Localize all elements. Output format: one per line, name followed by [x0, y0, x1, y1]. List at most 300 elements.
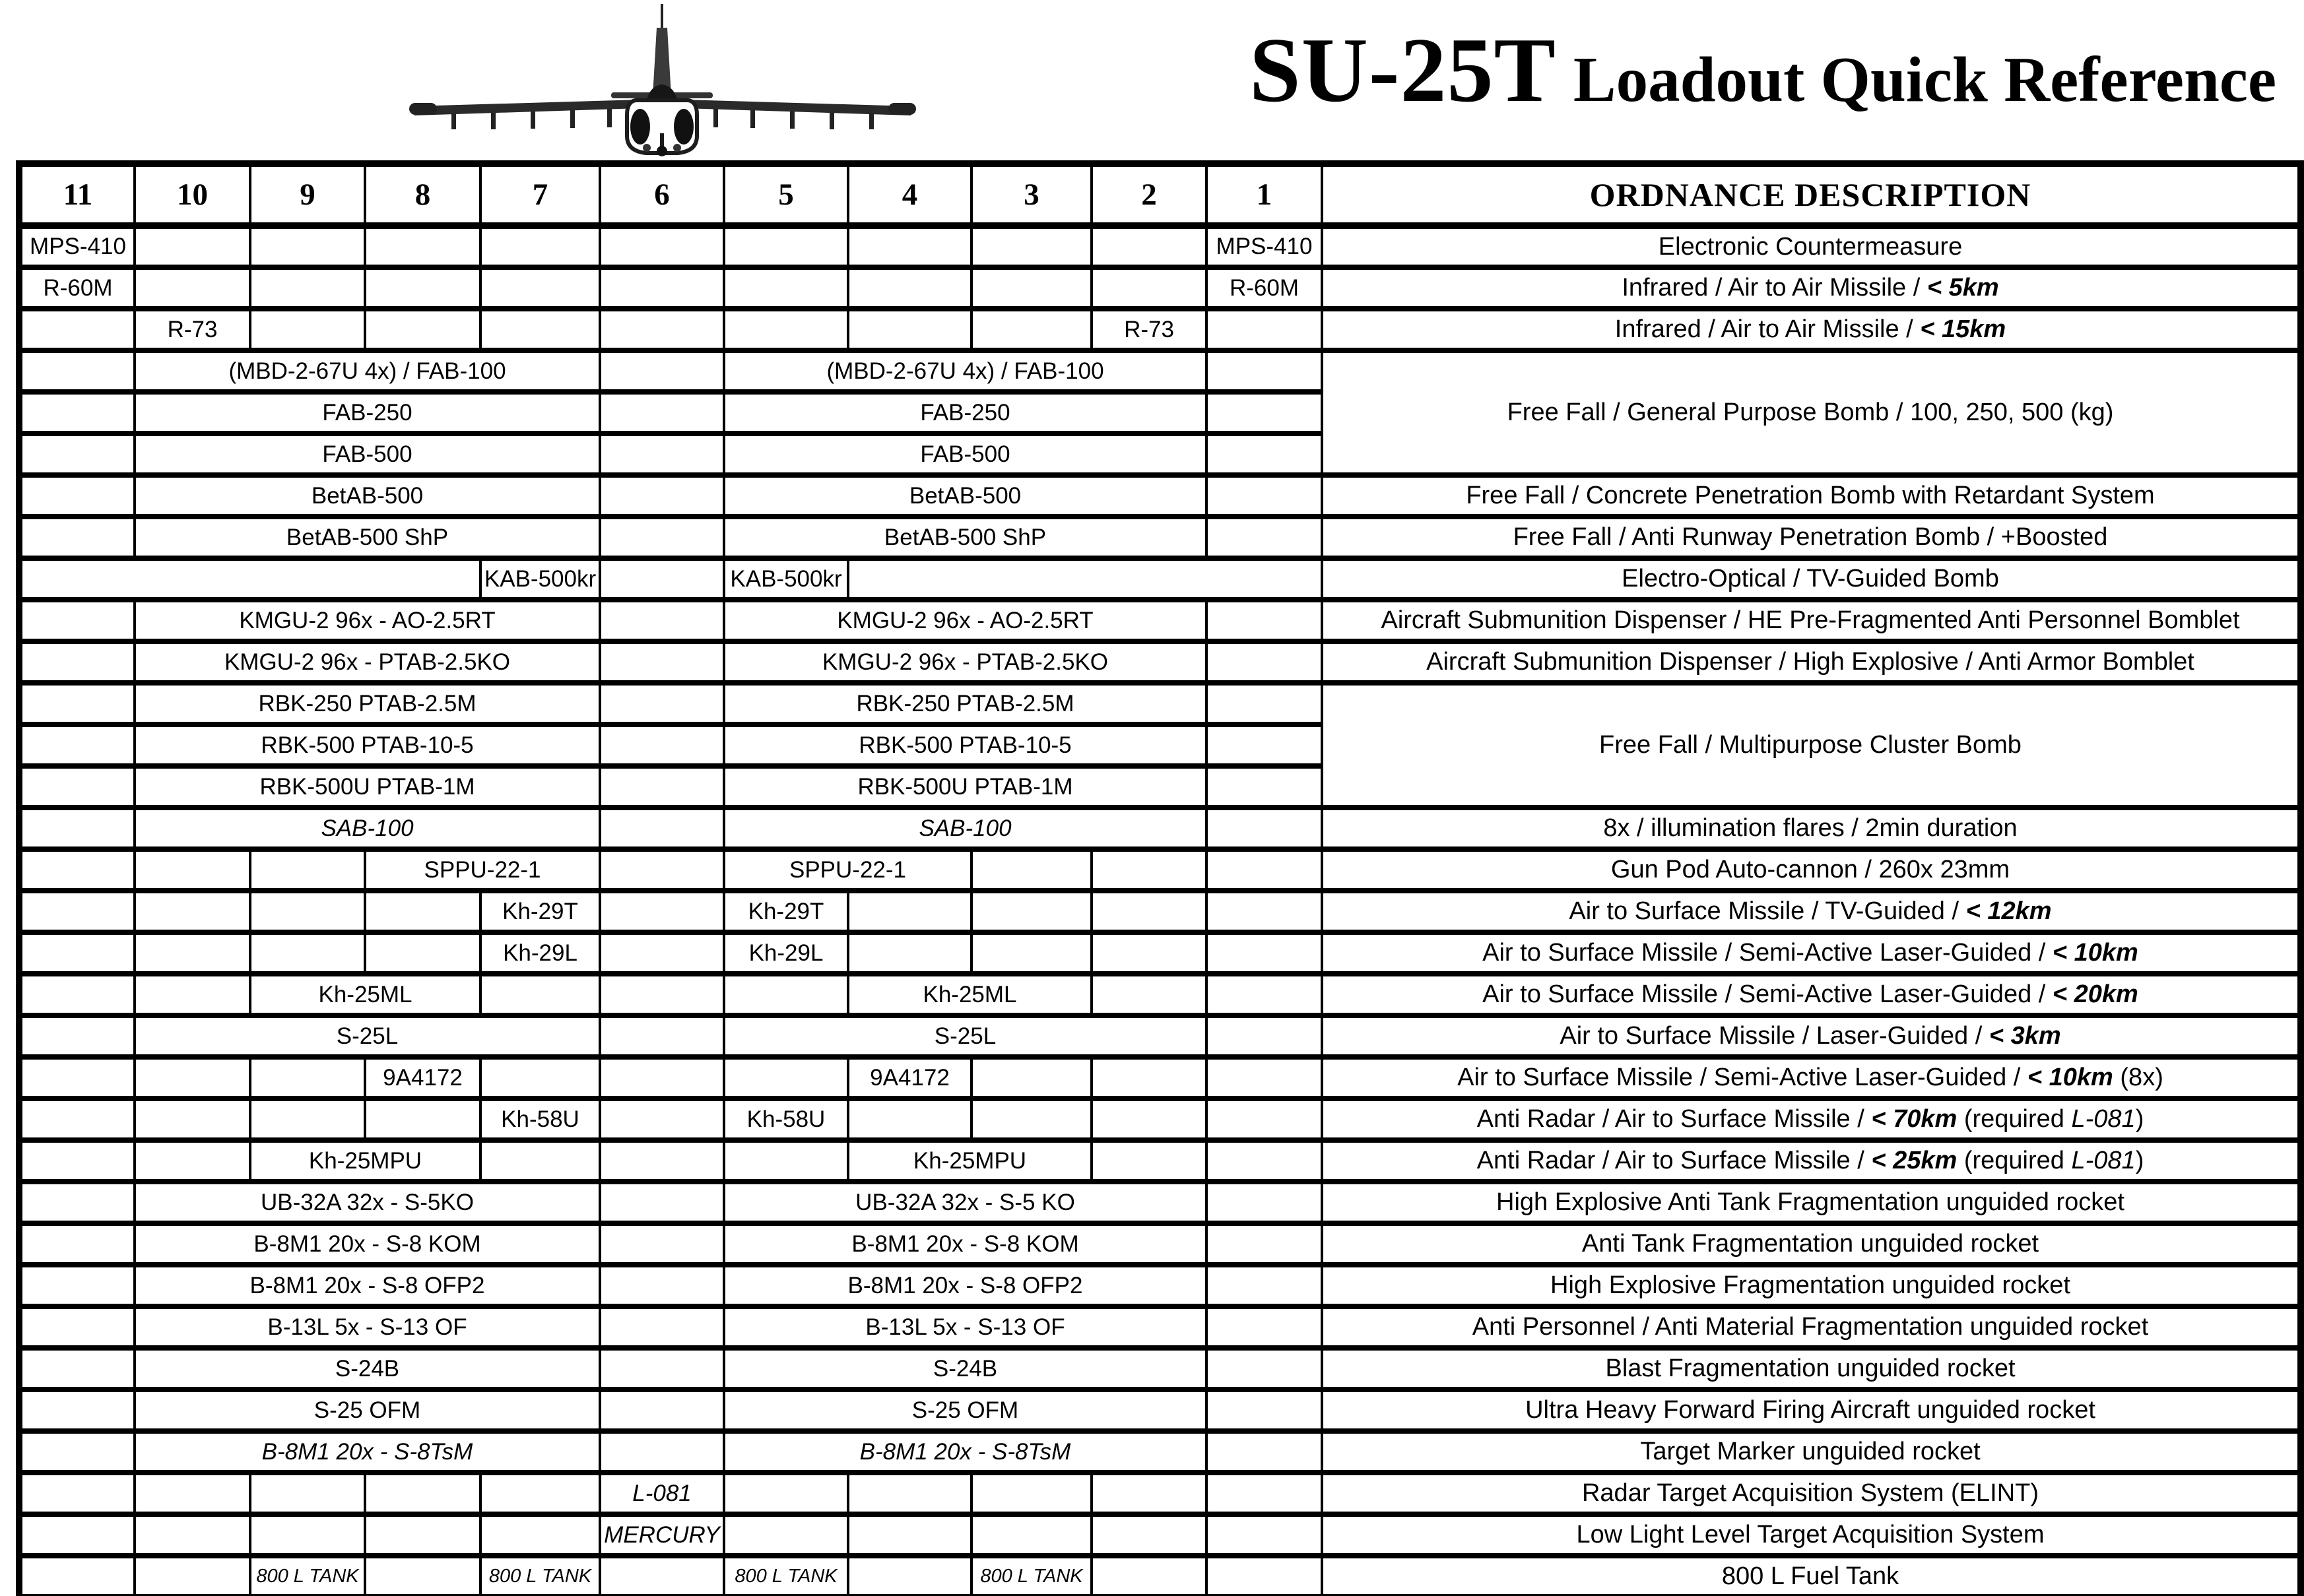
table-row: [19, 1015, 2301, 1057]
weapon-cell: (MBD-2-67U 4x) / FAB-100: [135, 350, 600, 392]
empty-cell: [19, 1265, 135, 1306]
empty-cell: [365, 1556, 480, 1596]
description-cell: [1322, 267, 2301, 309]
empty-cell: [19, 475, 135, 517]
empty-cell: [1206, 724, 1322, 766]
description-text: L-081: [2071, 1147, 2136, 1174]
empty-cell: [1206, 1182, 1322, 1223]
pylon-header-3: 3: [971, 164, 1092, 226]
empty-cell: [19, 808, 135, 849]
empty-cell: [1206, 1306, 1322, 1348]
empty-cell: [19, 1015, 135, 1057]
empty-cell: [19, 1431, 135, 1473]
table-row: [19, 891, 2301, 932]
table-row: [19, 932, 2301, 974]
right-wingtip-pod: [888, 103, 916, 115]
description-cell: [1322, 350, 2301, 475]
description-cell: [1322, 1182, 2301, 1223]
description-text: Anti Personnel / Anti Material Fragmentation unguided rocket: [1472, 1313, 2149, 1341]
description-cell: [1322, 1306, 2301, 1348]
table-row: [19, 1057, 2301, 1099]
empty-cell: [1206, 475, 1322, 517]
empty-cell: [365, 1514, 480, 1556]
weapon-cell: SPPU-22-1: [365, 849, 600, 891]
pylon-tick: [570, 110, 575, 128]
empty-cell: [365, 267, 480, 309]
weapon-cell: B-8M1 20x - S-8 KOM: [724, 1223, 1206, 1265]
empty-cell: [365, 226, 480, 267]
table-row: [19, 683, 2301, 724]
empty-cell: [600, 766, 724, 808]
empty-cell: [848, 226, 971, 267]
empty-cell: [1206, 808, 1322, 849]
description-text: Free Fall / Multipurpose Cluster Bomb: [1599, 731, 2022, 759]
empty-cell: [971, 226, 1092, 267]
empty-cell: [600, 1306, 724, 1348]
pylon-tick: [790, 112, 795, 129]
description-cell: [1322, 641, 2301, 683]
empty-cell: [135, 267, 250, 309]
weapon-cell: 800 L TANK: [480, 1556, 600, 1596]
description-text: < 25km: [1871, 1147, 1958, 1174]
weapon-cell: SAB-100: [135, 808, 600, 849]
empty-cell: [250, 309, 365, 350]
pylon-header-11: 11: [19, 164, 135, 226]
empty-cell: [600, 433, 724, 475]
su-25t-front-silhouette-icon: [408, 1, 917, 157]
pylon-header-10: 10: [135, 164, 250, 226]
empty-cell: [724, 1140, 848, 1182]
description-cell: [1322, 1223, 2301, 1265]
weapon-cell: S-24B: [135, 1348, 600, 1389]
weapon-cell: 800 L TANK: [250, 1556, 365, 1596]
empty-cell: [1206, 891, 1322, 932]
table-row: [19, 350, 2301, 392]
empty-cell: [135, 1140, 250, 1182]
empty-cell: [600, 724, 724, 766]
table-row: [19, 1223, 2301, 1265]
empty-cell: [848, 309, 971, 350]
empty-cell: [1092, 974, 1206, 1015]
description-text: Aircraft Submunition Dispenser / HE Pre-Fragmented Anti Personnel Bomblet: [1381, 606, 2240, 634]
empty-cell: [724, 226, 848, 267]
weapon-cell: FAB-250: [724, 392, 1206, 433]
empty-cell: [19, 433, 135, 475]
pylon-header-1: 1: [1206, 164, 1322, 226]
weapon-cell: BetAB-500: [135, 475, 600, 517]
empty-cell: [19, 1514, 135, 1556]
description-text: < 70km: [1871, 1105, 1958, 1133]
weapon-cell: R-73: [1092, 309, 1206, 350]
empty-cell: [1206, 517, 1322, 558]
pylon-header-5: 5: [724, 164, 848, 226]
weapon-cell: (MBD-2-67U 4x) / FAB-100: [724, 350, 1206, 392]
empty-cell: [724, 1514, 848, 1556]
empty-cell: [600, 1556, 724, 1596]
empty-cell: [250, 1057, 365, 1099]
weapon-cell: B-8M1 20x - S-8 KOM: [135, 1223, 600, 1265]
description-text: Electronic Countermeasure: [1658, 232, 1963, 261]
empty-cell: [971, 309, 1092, 350]
empty-cell: [250, 849, 365, 891]
table-row: [19, 600, 2301, 641]
description-cell: [1322, 891, 2301, 932]
empty-cell: [1206, 1389, 1322, 1431]
table-row: [19, 309, 2301, 350]
empty-cell: [19, 350, 135, 392]
table-row: [19, 1556, 2301, 1596]
description-text: Infrared / Air to Air Missile /: [1622, 274, 1927, 302]
description-cell: [1322, 849, 2301, 891]
empty-cell: [971, 1057, 1092, 1099]
pylon-tick: [713, 109, 718, 127]
empty-cell: [600, 1099, 724, 1140]
left-intake: [630, 109, 650, 144]
weapon-cell: B-8M1 20x - S-8 OFP2: [724, 1265, 1206, 1306]
empty-cell: [19, 1306, 135, 1348]
pylon-header-2: 2: [1092, 164, 1206, 226]
description-cell: [1322, 600, 2301, 641]
empty-cell: [600, 309, 724, 350]
empty-cell: [600, 475, 724, 517]
empty-cell: [1092, 1057, 1206, 1099]
empty-cell: [1206, 1099, 1322, 1140]
description-text: < 3km: [1989, 1022, 2061, 1050]
description-text: High Explosive Fragmentation unguided rocket: [1550, 1271, 2070, 1299]
aircraft-name: SU-25T: [1249, 19, 1556, 121]
description-text: Air to Surface Missile / Semi-Active Laser-Guided /: [1482, 980, 2053, 1008]
weapon-cell: B-8M1 20x - S-8TsM: [724, 1431, 1206, 1473]
description-cell: [1322, 974, 2301, 1015]
description-text: High Explosive Anti Tank Fragmentation unguided rocket: [1496, 1188, 2124, 1216]
empty-cell: [19, 641, 135, 683]
empty-cell: [600, 641, 724, 683]
empty-cell: [19, 309, 135, 350]
description-cell: [1322, 808, 2301, 849]
empty-cell: [1206, 1431, 1322, 1473]
description-text: Blast Fragmentation unguided rocket: [1605, 1355, 2016, 1382]
empty-cell: [600, 267, 724, 309]
weapon-cell: S-25L: [724, 1015, 1206, 1057]
table-row: [19, 1265, 2301, 1306]
description-text: Electro-Optical / TV-Guided Bomb: [1622, 565, 1999, 592]
table-row: [19, 1389, 2301, 1431]
description-text: Air to Surface Missile / Laser-Guided /: [1560, 1022, 1989, 1050]
weapon-cell: RBK-500 PTAB-10-5: [724, 724, 1206, 766]
description-text: < 5km: [1926, 274, 1999, 302]
empty-cell: [1206, 600, 1322, 641]
gear-detail: [673, 144, 681, 152]
description-text: 8x / illumination flares / 2min duration: [1603, 814, 2018, 842]
empty-cell: [135, 1514, 250, 1556]
empty-cell: [1206, 1223, 1322, 1265]
empty-cell: [135, 849, 250, 891]
description-cell: [1322, 1389, 2301, 1431]
empty-cell: [250, 1473, 365, 1514]
empty-cell: [250, 267, 365, 309]
empty-cell: [250, 891, 365, 932]
description-cell: [1322, 1099, 2301, 1140]
loadout-table-body: [19, 226, 2301, 1596]
weapon-cell: Kh-25MPU: [250, 1140, 480, 1182]
table-row: [19, 808, 2301, 849]
nose-gear-wheel: [657, 146, 667, 156]
empty-cell: [971, 267, 1092, 309]
weapon-cell: Kh-25ML: [250, 974, 480, 1015]
empty-cell: [600, 849, 724, 891]
pylon-tick: [451, 113, 456, 129]
table-row: [19, 226, 2301, 267]
table-row: [19, 517, 2301, 558]
empty-cell: [1092, 849, 1206, 891]
pylon-tick: [750, 110, 755, 128]
empty-cell: [19, 1473, 135, 1514]
description-text: 800 L Fuel Tank: [1721, 1562, 1899, 1590]
pylon-header-7: 7: [480, 164, 600, 226]
empty-cell: [971, 1099, 1092, 1140]
description-text: (required: [1957, 1147, 2072, 1174]
empty-cell: [600, 891, 724, 932]
table-row: [19, 267, 2301, 309]
pylon-header-4: 4: [848, 164, 971, 226]
table-row: [19, 1348, 2301, 1389]
description-cell: [1322, 1265, 2301, 1306]
description-text: Air to Surface Missile / TV-Guided /: [1569, 897, 1966, 925]
empty-cell: [1206, 350, 1322, 392]
empty-cell: [600, 558, 724, 600]
empty-cell: [480, 1514, 600, 1556]
empty-cell: [848, 1556, 971, 1596]
empty-cell: [1206, 641, 1322, 683]
weapon-cell: Kh-58U: [724, 1099, 848, 1140]
description-cell: [1322, 1348, 2301, 1389]
empty-cell: [19, 683, 135, 724]
empty-cell: [19, 1223, 135, 1265]
table-row: [19, 1099, 2301, 1140]
empty-cell: [1092, 267, 1206, 309]
description-text: Ultra Heavy Forward Firing Aircraft unguided rocket: [1525, 1396, 2095, 1424]
loadout-table: [16, 160, 2304, 1596]
description-cell: [1322, 558, 2301, 600]
description-text: Free Fall / Anti Runway Penetration Bomb / +Boosted: [1513, 523, 2108, 551]
empty-cell: [600, 1223, 724, 1265]
weapon-cell: RBK-500U PTAB-1M: [724, 766, 1206, 808]
weapon-cell: 9A4172: [848, 1057, 971, 1099]
weapon-cell: SPPU-22-1: [724, 849, 971, 891]
description-cell: [1322, 683, 2301, 808]
empty-cell: [1206, 1514, 1322, 1556]
description-text: Anti Radar / Air to Surface Missile /: [1476, 1105, 1872, 1133]
empty-cell: [19, 600, 135, 641]
empty-cell: [724, 1057, 848, 1099]
pylon-header-9: 9: [250, 164, 365, 226]
weapon-cell: B-13L 5x - S-13 OF: [724, 1306, 1206, 1348]
description-cell: [1322, 1140, 2301, 1182]
left-wing: [414, 100, 640, 115]
description-cell: [1322, 1431, 2301, 1473]
empty-cell: [600, 974, 724, 1015]
empty-cell: [600, 392, 724, 433]
description-text: Anti Radar / Air to Surface Missile /: [1476, 1147, 1872, 1174]
weapon-cell: 800 L TANK: [971, 1556, 1092, 1596]
weapon-cell: Kh-29L: [480, 932, 600, 974]
empty-cell: [19, 1140, 135, 1182]
empty-cell: [365, 891, 480, 932]
weapon-cell: B-8M1 20x - S-8 OFP2: [135, 1265, 600, 1306]
description-text: < 10km: [2027, 1064, 2113, 1091]
empty-cell: [19, 517, 135, 558]
weapon-cell: Kh-29T: [724, 891, 848, 932]
weapon-cell: S-25 OFM: [135, 1389, 600, 1431]
empty-cell: [971, 891, 1092, 932]
weapon-cell: R-73: [135, 309, 250, 350]
empty-cell: [971, 1473, 1092, 1514]
empty-cell: [19, 724, 135, 766]
empty-cell: [19, 392, 135, 433]
empty-cell: [19, 1389, 135, 1431]
weapon-cell: B-8M1 20x - S-8TsM: [135, 1431, 600, 1473]
empty-cell: [19, 891, 135, 932]
empty-cell: [480, 226, 600, 267]
weapon-cell: 9A4172: [365, 1057, 480, 1099]
empty-cell: [600, 226, 724, 267]
empty-cell: [1206, 683, 1322, 724]
empty-cell: [848, 1473, 971, 1514]
empty-cell: [1092, 1140, 1206, 1182]
empty-cell: [971, 1514, 1092, 1556]
empty-cell: [135, 974, 250, 1015]
empty-cell: [1206, 1265, 1322, 1306]
empty-cell: [480, 974, 600, 1015]
table-row: [19, 641, 2301, 683]
description-text: Aircraft Submunition Dispenser / High Explosive / Anti Armor Bomblet: [1426, 648, 2194, 676]
weapon-cell: BetAB-500 ShP: [135, 517, 600, 558]
weapon-cell: BetAB-500 ShP: [724, 517, 1206, 558]
ordnance-description-header: ORDNANCE DESCRIPTION: [1322, 164, 2301, 226]
page-title: [1249, 17, 2276, 123]
weapon-cell: KMGU-2 96x - PTAB-2.5KO: [135, 641, 600, 683]
empty-cell: [1092, 1099, 1206, 1140]
weapon-cell: R-60M: [19, 267, 135, 309]
empty-cell: [848, 558, 1322, 600]
empty-cell: [19, 932, 135, 974]
empty-cell: [1206, 932, 1322, 974]
description-text: Gun Pod Auto-cannon / 260x 23mm: [1610, 856, 2010, 883]
weapon-cell: KMGU-2 96x - AO-2.5RT: [724, 600, 1206, 641]
empty-cell: [600, 517, 724, 558]
empty-cell: [600, 808, 724, 849]
empty-cell: [1206, 1348, 1322, 1389]
description-text: L-081: [2071, 1105, 2136, 1133]
empty-cell: [19, 1057, 135, 1099]
description-cell: [1322, 1473, 2301, 1514]
description-text: < 12km: [1965, 897, 2052, 925]
empty-cell: [971, 932, 1092, 974]
description-text: Free Fall / General Purpose Bomb / 100, 250, 500 (kg): [1507, 399, 2114, 426]
empty-cell: [480, 267, 600, 309]
empty-cell: [135, 891, 250, 932]
weapon-cell: 800 L TANK: [724, 1556, 848, 1596]
empty-cell: [600, 1140, 724, 1182]
table-row: [19, 1473, 2301, 1514]
empty-cell: [600, 1431, 724, 1473]
empty-cell: [1092, 932, 1206, 974]
table-row: [19, 1140, 2301, 1182]
empty-cell: [365, 1099, 480, 1140]
description-text: Free Fall / Concrete Penetration Bomb with Retardant System: [1466, 482, 2155, 509]
weapon-cell: KMGU-2 96x - PTAB-2.5KO: [724, 641, 1206, 683]
empty-cell: [480, 1473, 600, 1514]
empty-cell: [1092, 1556, 1206, 1596]
empty-cell: [1206, 1140, 1322, 1182]
pylon-tick: [869, 113, 874, 129]
title-subtitle: Loadout Quick Reference: [1573, 44, 2276, 115]
weapon-cell: RBK-250 PTAB-2.5M: [724, 683, 1206, 724]
empty-cell: [848, 1514, 971, 1556]
description-text: Target Marker unguided rocket: [1640, 1438, 1981, 1465]
weapon-cell: S-25L: [135, 1015, 600, 1057]
empty-cell: [135, 932, 250, 974]
description-text: Radar Target Acquisition System (ELINT): [1581, 1479, 2039, 1507]
empty-cell: [135, 226, 250, 267]
empty-cell: [848, 1099, 971, 1140]
empty-cell: [480, 309, 600, 350]
empty-cell: [600, 1348, 724, 1389]
empty-cell: [250, 1099, 365, 1140]
pylon-header-6: 6: [600, 164, 724, 226]
weapon-cell: S-25 OFM: [724, 1389, 1206, 1431]
pylon-tick: [531, 112, 535, 129]
weapon-cell: R-60M: [1206, 267, 1322, 309]
empty-cell: [600, 1182, 724, 1223]
empty-cell: [19, 1099, 135, 1140]
description-cell: [1322, 517, 2301, 558]
pitot-line: [661, 4, 663, 30]
weapon-cell: Kh-25MPU: [848, 1140, 1092, 1182]
empty-cell: [19, 974, 135, 1015]
empty-cell: [19, 558, 480, 600]
weapon-cell: FAB-250: [135, 392, 600, 433]
table-row: [19, 849, 2301, 891]
weapon-cell: MPS-410: [1206, 226, 1322, 267]
empty-cell: [848, 932, 971, 974]
empty-cell: [600, 350, 724, 392]
empty-cell: [1206, 849, 1322, 891]
empty-cell: [724, 974, 848, 1015]
header-row: [19, 164, 2301, 226]
table-row: [19, 475, 2301, 517]
empty-cell: [600, 1057, 724, 1099]
empty-cell: [848, 891, 971, 932]
empty-cell: [250, 1514, 365, 1556]
weapon-cell: RBK-250 PTAB-2.5M: [135, 683, 600, 724]
empty-cell: [1206, 974, 1322, 1015]
empty-cell: [135, 1556, 250, 1596]
empty-cell: [1206, 1556, 1322, 1596]
empty-cell: [19, 766, 135, 808]
description-text: Low Light Level Target Acquisition System: [1576, 1521, 2045, 1548]
description-text: ): [2135, 1105, 2144, 1133]
empty-cell: [1206, 433, 1322, 475]
description-cell: [1322, 1556, 2301, 1596]
weapon-cell: MPS-410: [19, 226, 135, 267]
description-text: ): [2135, 1147, 2144, 1174]
empty-cell: [250, 226, 365, 267]
empty-cell: [1206, 1015, 1322, 1057]
weapon-cell: SAB-100: [724, 808, 1206, 849]
empty-cell: [250, 932, 365, 974]
empty-cell: [600, 1015, 724, 1057]
